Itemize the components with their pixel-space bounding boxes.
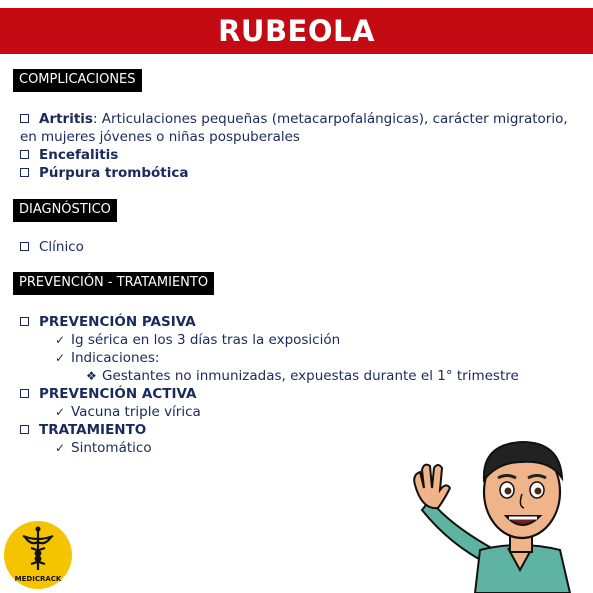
checkbox-bullet-icon — [20, 317, 29, 326]
artritis-label: Artritis — [39, 111, 93, 127]
sub-sub-item-gestantes — [86, 367, 519, 385]
checkbox-bullet-icon — [20, 114, 29, 123]
sub-item-ig-serica — [55, 331, 340, 349]
page-title: RUBEOLA — [218, 14, 375, 48]
prevencion-pasiva-label: PREVENCIÓN PASIVA — [39, 314, 196, 330]
check-icon: ✓ — [55, 405, 66, 419]
ig-serica-text: Ig sérica en los 3 días tras la exposición — [71, 332, 341, 348]
list-item-prevencion-pasiva — [20, 313, 196, 331]
check-icon: ✓ — [55, 441, 66, 455]
diamond-bullet-icon: ❖ — [86, 369, 97, 383]
section-header-prevencion: PREVENCIÓN - TRATAMIENTO — [13, 272, 214, 295]
list-item-clinico — [20, 238, 84, 256]
list-item-encefalitis — [20, 146, 118, 164]
sub-item-sintomatico — [55, 439, 152, 457]
doctor-avatar — [410, 430, 593, 593]
indicaciones-text: Indicaciones: — [71, 350, 160, 366]
sub-item-vacuna — [55, 403, 201, 421]
artritis-text: : Articulaciones pequeñas (metacarpofalángicas), carácter migratorio, en — [20, 111, 568, 145]
purpura-label: Púrpura trombótica — [39, 165, 189, 181]
checkbox-bullet-icon — [20, 242, 29, 251]
gestantes-text: Gestantes no inmunizadas, expuestas durante el 1° trimestre — [102, 368, 519, 384]
section-header-complicaciones: COMPLICACIONES — [13, 69, 142, 92]
checkbox-bullet-icon — [20, 150, 29, 159]
check-icon: ✓ — [55, 351, 66, 365]
encefalitis-label: Encefalitis — [39, 147, 119, 163]
list-item-purpura — [20, 164, 189, 182]
check-icon: ✓ — [55, 333, 66, 347]
sub-item-indicaciones — [55, 349, 159, 367]
artritis-text-continued: mujeres jóvenes o niñas pospuberales — [41, 129, 300, 145]
logo-text: MEDICRACK — [14, 575, 62, 583]
section-header-diagnostico: DIAGNÓSTICO — [13, 199, 117, 222]
clinico-label: Clínico — [39, 239, 84, 255]
prevencion-activa-label: PREVENCIÓN ACTIVA — [39, 386, 197, 402]
tratamiento-label: TRATAMIENTO — [39, 422, 147, 438]
vacuna-text: Vacuna triple vírica — [71, 404, 201, 420]
checkbox-bullet-icon — [20, 425, 29, 434]
list-item-prevencion-activa — [20, 385, 196, 403]
title-banner — [0, 8, 593, 54]
checkbox-bullet-icon — [20, 168, 29, 177]
checkbox-bullet-icon — [20, 389, 29, 398]
medicrack-logo — [3, 520, 73, 590]
sintomatico-text: Sintomático — [71, 440, 152, 456]
list-item-tratamiento — [20, 421, 146, 439]
